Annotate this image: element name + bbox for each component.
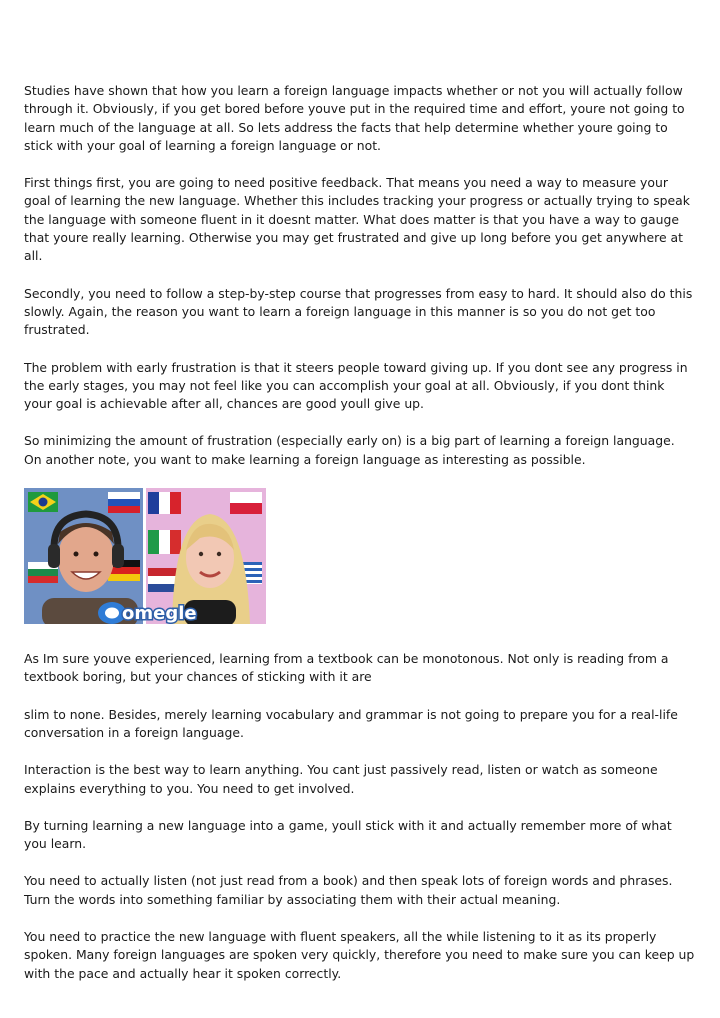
paragraph-7: slim to none. Besides, merely learning vocabulary and grammar is not going to prepare you for a real-life conversation in a foreign language. — [24, 706, 678, 740]
flag-italy-icon — [148, 530, 181, 554]
paragraph-8: Interaction is the best way to learn anything. You cant just passively read, listen or watch as someone explains everything to you. You need to get involved. — [24, 762, 658, 796]
paragraph-6-text: As Im sure youve experienced, learning from a textbook can be monotonous. Not only is reading from a textbook boring, but your chances of sticking with it are — [24, 651, 669, 685]
flag-russia-icon — [108, 492, 140, 513]
omegle-video-chat-image — [24, 488, 266, 624]
paragraph-1: Studies have shown that how you learn a foreign language impacts whether or not you will actually follow through it. Obviously, if you get bored before youve put in the required time and effort, youre not going to learn much of the language at all. So lets address the facts that help determine whether youre going to stick with your goal of learning a foreign language or not. — [24, 83, 685, 153]
paragraph-11: You need to practice the new language with fluent speakers, all the while listening to it as its properly spoken. Many foreign languages are spoken very quickly, therefore you need to make sure you can keep up with the pace and actually hear it spoken correctly. — [24, 929, 695, 981]
paragraph-with-link — [24, 650, 696, 687]
paragraph-5: So minimizing the amount of frustration (especially early on) is a big part of learning a foreign language. On another note, you want to make learning a foreign language as interesting as possible. — [24, 433, 675, 467]
paragraph-10: You need to actually listen (not just read from a book) and then speak lots of foreign words and phrases. Turn the words into something familiar by associating them with their actual meaning. — [24, 873, 673, 907]
paragraph-3: Secondly, you need to follow a step-by-step course that progresses from easy to hard. It should also do this slowly. Again, the reason you want to learn a foreign language in this manner is so you do not get too frustrated. — [24, 285, 693, 338]
flag-france-icon — [148, 492, 181, 514]
paragraph-2: First things first, you are going to need positive feedback. That means you need a way to measure your goal of learning the new language. Whether this includes tracking your progress or actually trying to speak the language with someone fluent in it doesnt matter. What does matter is that you have a way to gauge that youre really learning. Otherwise you may get frustrated and give up long before you get anywhere at all. — [24, 175, 690, 264]
flag-brazil-icon — [28, 492, 58, 512]
missing-glyph-icon — [24, 38, 696, 56]
flag-poland-icon — [230, 492, 262, 514]
paragraph-9: By turning learning a new language into a game, youll stick with it and actually remember more of what you learn. — [24, 817, 672, 852]
paragraph-4: The problem with early frustration is that it steers people toward giving up. If you dont see any progress in the early stages, you may not feel like you can accomplish your goal at all. Obviously, if you dont think your goal is achievable after all, chances are good youll give up. — [24, 359, 688, 412]
document-page — [24, 38, 696, 1002]
svg-text:omegle: omegle — [122, 603, 197, 625]
chat-screenshot-illustration — [24, 488, 266, 624]
omegle-logo — [98, 602, 197, 624]
